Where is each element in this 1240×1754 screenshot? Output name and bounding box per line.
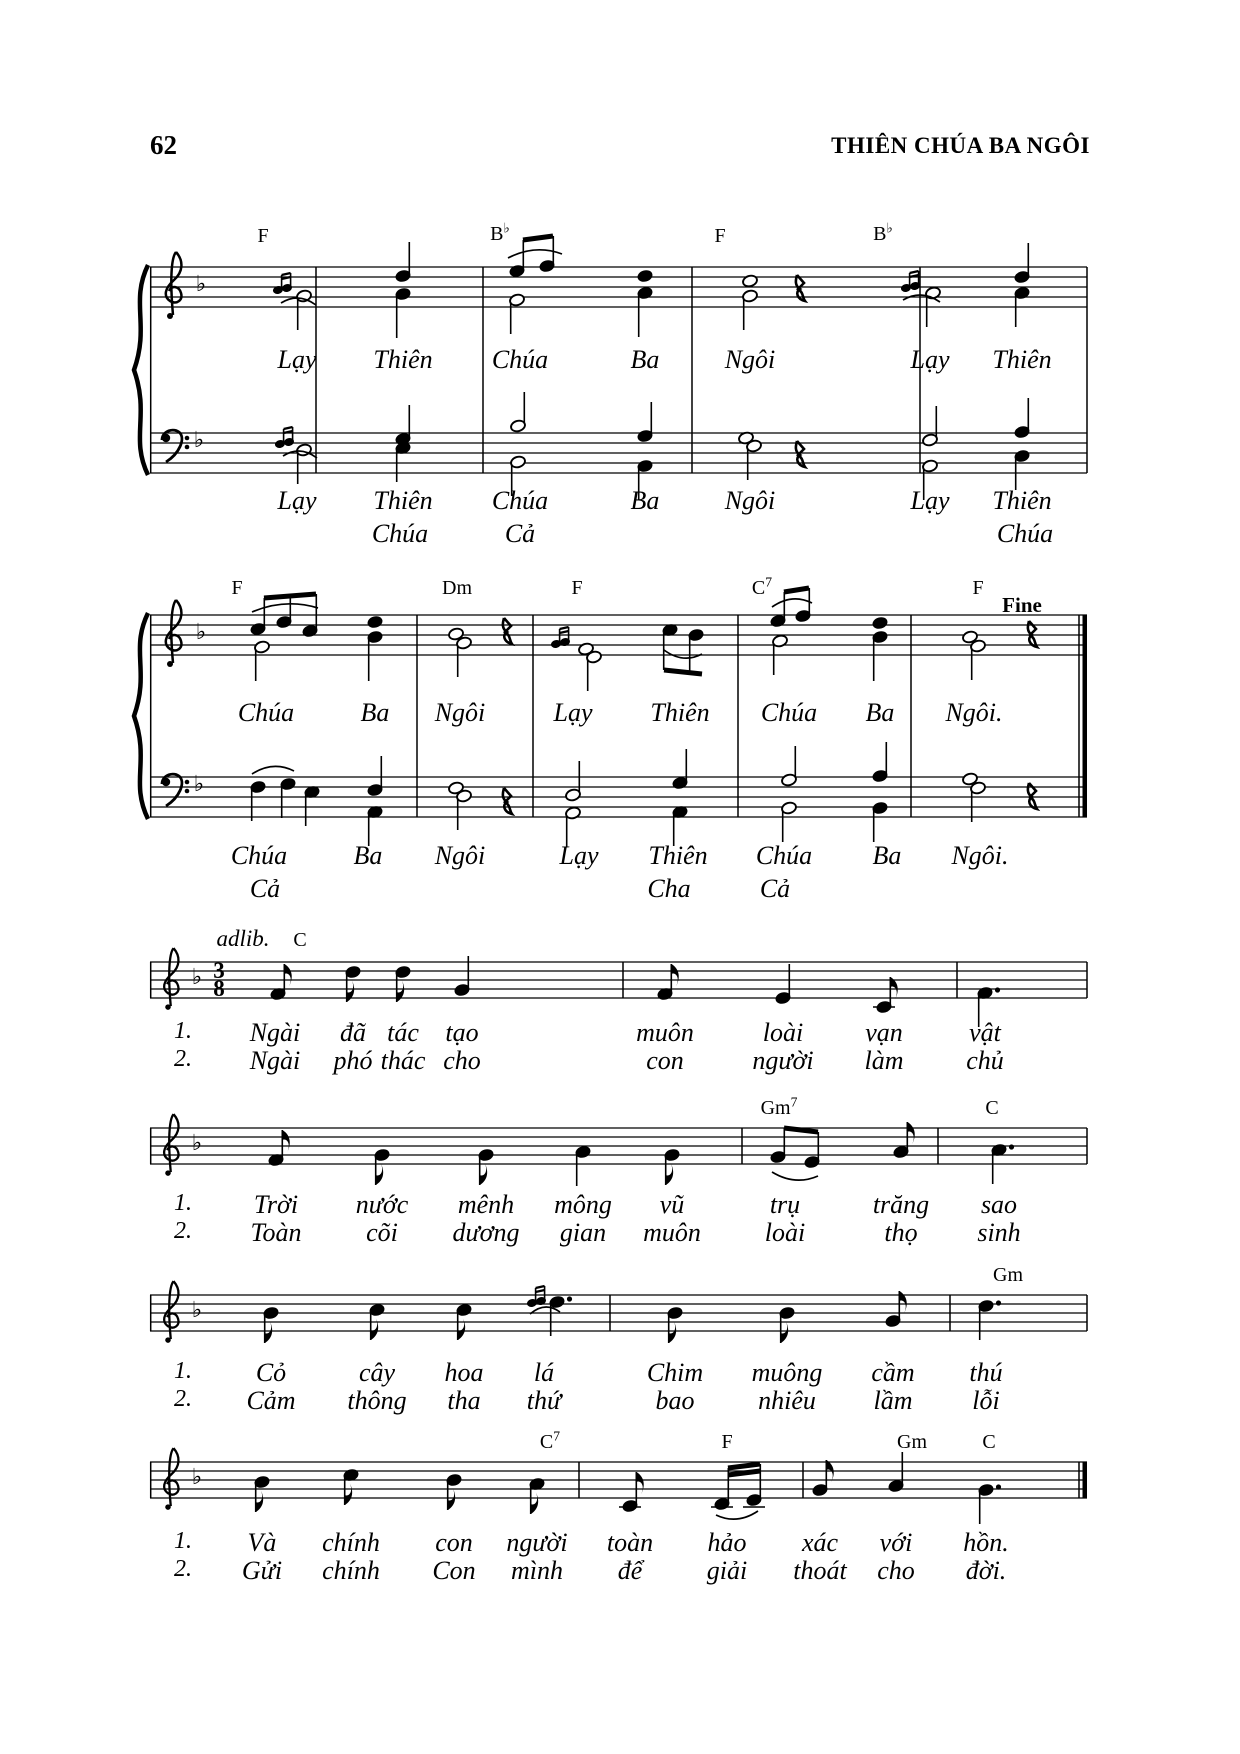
final-barline — [1083, 1462, 1088, 1498]
lyric-word: con — [646, 1046, 684, 1075]
lyric-word: lá — [533, 1358, 555, 1387]
lyric-word: tác — [387, 1018, 419, 1047]
chord-label: F — [972, 577, 984, 599]
lyric-word: thứ — [526, 1386, 562, 1415]
lyric-word: trụ — [769, 1190, 801, 1219]
lyric-word: Lạy — [277, 486, 317, 515]
note — [446, 1473, 462, 1510]
note — [263, 1306, 279, 1343]
lyric-word: vạn — [865, 1018, 903, 1047]
quarter-rest — [503, 788, 512, 814]
note — [978, 1299, 1001, 1340]
lyric-word: Cảm — [246, 1386, 296, 1415]
system-5 — [150, 1281, 1087, 1343]
lyric-word: muôn — [636, 1018, 694, 1047]
system-brace — [134, 613, 148, 819]
note — [509, 293, 525, 334]
staff-lines — [150, 1128, 1087, 1164]
fine-label: Fine — [1002, 593, 1042, 617]
lyric-word: cầm — [871, 1358, 915, 1387]
lyric-word: phó — [333, 1046, 373, 1075]
note — [273, 273, 293, 295]
note — [742, 274, 758, 288]
slur — [716, 1511, 758, 1519]
chord-label: Gm — [897, 1431, 927, 1453]
note — [275, 427, 295, 449]
note — [770, 1128, 820, 1169]
note — [922, 406, 938, 447]
lyric-word: nước — [355, 1190, 409, 1219]
note — [268, 1130, 290, 1167]
system-6 — [150, 1448, 1087, 1524]
note — [586, 650, 602, 691]
lyric-word: Thiên — [373, 486, 433, 515]
lyric-word: Lạy — [553, 698, 593, 727]
lyric-word: Thiên — [650, 698, 710, 727]
treble-clef-icon — [164, 1114, 178, 1176]
lyric-word: Lạy — [910, 486, 950, 515]
lyric-word: loài — [762, 1018, 804, 1047]
lyric-word: Ngôi — [724, 486, 776, 515]
flat-sign: ♭ — [195, 272, 207, 297]
verse-number: 1. — [174, 1528, 192, 1554]
lyric-word: Chúa — [755, 841, 813, 870]
chord-label: B♭ — [490, 220, 510, 245]
lyric-word: Chúa — [237, 698, 295, 727]
treble-clef-icon — [164, 1281, 178, 1343]
lyric-word: chính — [322, 1556, 380, 1585]
slur — [772, 1172, 818, 1180]
lyric-word: muôn — [643, 1218, 701, 1247]
lyric-word: Lạy — [910, 345, 950, 374]
lyric-word: Cỏ — [255, 1358, 287, 1387]
bass-clef-icon — [162, 430, 190, 462]
lyric-word: cõi — [366, 1218, 398, 1247]
verse-number: 2. — [174, 1218, 192, 1244]
lyric-word: Ba — [872, 841, 902, 870]
lyric-word: làm — [864, 1046, 904, 1075]
note — [872, 742, 888, 783]
note — [775, 964, 791, 1005]
flat-sign: ♭ — [195, 620, 207, 645]
note — [510, 392, 526, 433]
lyric-word: thông — [347, 1386, 407, 1415]
note — [529, 1477, 545, 1514]
note — [657, 964, 679, 1001]
chord-label: Dm — [442, 577, 472, 599]
lyric-word: Ngôi — [724, 345, 776, 374]
lyric-word: con — [435, 1528, 473, 1557]
staff-lines — [150, 1295, 1087, 1331]
slur — [772, 599, 812, 607]
treble-clef-icon — [166, 252, 182, 319]
note — [270, 964, 292, 1001]
note — [503, 618, 512, 644]
lyric-word: thoát — [793, 1556, 847, 1585]
note — [304, 785, 320, 826]
note — [872, 616, 888, 630]
note — [876, 977, 898, 1014]
lyric-word: nhiêu — [758, 1386, 816, 1415]
lyric-word: cho — [877, 1556, 915, 1585]
lyric-word: Con — [432, 1556, 476, 1585]
lyric-word: trăng — [872, 1190, 930, 1219]
chord-label: B♭ — [873, 220, 893, 245]
slur — [252, 604, 318, 612]
note — [296, 289, 312, 330]
note — [250, 780, 266, 821]
lyric-word: Ba — [865, 698, 895, 727]
lyric-word: Thiên — [992, 345, 1052, 374]
staff-lines — [150, 962, 1087, 998]
chord-label: $C^7$ — [751, 574, 773, 599]
lyric-word: Chim — [646, 1358, 704, 1387]
note — [781, 746, 797, 787]
note — [970, 639, 986, 680]
lyric-word: xác — [801, 1528, 839, 1557]
chord-label: F — [257, 225, 269, 247]
lyric-word: dương — [452, 1218, 520, 1247]
lyric-word: Ngôi. — [951, 841, 1009, 870]
flat-sign: ♭ — [191, 1298, 203, 1323]
lyric-word: lỗi — [972, 1386, 1000, 1415]
note — [254, 640, 270, 681]
note — [395, 242, 411, 283]
lyric-word: Ngài — [249, 1046, 301, 1075]
slur — [252, 766, 294, 774]
treble-clef-icon — [166, 600, 182, 667]
flat-sign: ♭ — [191, 965, 203, 990]
verse-number: 2. — [174, 1386, 192, 1412]
lyric-word: vũ — [659, 1190, 685, 1219]
system-brace — [134, 265, 148, 475]
chord-label: C — [982, 1431, 996, 1453]
note — [637, 286, 653, 337]
flat-sign: ♭ — [193, 772, 205, 797]
note — [662, 623, 704, 674]
lyric-word: Ngài — [249, 1018, 301, 1047]
note — [872, 801, 888, 842]
note — [812, 1460, 834, 1497]
lyric-word: sao — [980, 1190, 1018, 1219]
note — [779, 1306, 795, 1343]
flat-sign: ♭ — [193, 428, 205, 453]
chord-label: $C^7$ — [539, 1428, 561, 1453]
lyric-word: Cả — [504, 519, 536, 548]
system-3 — [150, 948, 1087, 1027]
lyric-word: Ngôi — [434, 841, 486, 870]
lyric-word: Ngôi — [434, 698, 486, 727]
chord-label: C — [293, 929, 307, 951]
lyric-word: người — [752, 1046, 814, 1075]
lyric-word: cho — [443, 1046, 481, 1075]
verse-number: 1. — [174, 1018, 192, 1044]
lyric-word: hoa — [444, 1358, 484, 1387]
lyric-word: đã — [340, 1018, 366, 1047]
treble-clef-icon — [164, 948, 178, 1010]
final-barline — [1083, 615, 1088, 817]
lyric-word: thác — [380, 1046, 426, 1075]
note — [1014, 398, 1030, 439]
note — [637, 269, 653, 283]
lyric-word: mông — [554, 1190, 612, 1219]
lyric-word: Thiên — [992, 486, 1052, 515]
page-title: THIÊN CHÚA BA NGÔI — [831, 133, 1090, 158]
note — [770, 588, 811, 628]
note — [456, 789, 472, 830]
lyric-word: cây — [358, 1358, 396, 1387]
note — [901, 271, 921, 293]
note — [575, 1145, 591, 1186]
bass-clef-icon — [162, 774, 190, 806]
lyric-word: Lạy — [277, 345, 317, 374]
note — [672, 805, 688, 846]
lyric-word: hồn. — [963, 1528, 1009, 1557]
note — [395, 965, 411, 1002]
staff-lines — [150, 1462, 1087, 1498]
lyric-word: gian — [559, 1218, 607, 1247]
lyric-word: muông — [751, 1358, 823, 1387]
verse-number: 1. — [174, 1190, 192, 1216]
note — [345, 965, 361, 1002]
timesig-label: 3 — [213, 958, 225, 983]
note — [637, 402, 653, 443]
lyric-word: bao — [655, 1386, 695, 1415]
verse-number: 1. — [174, 1358, 192, 1384]
note — [456, 636, 472, 677]
lyric-word: Ngôi. — [945, 698, 1003, 727]
lyric-word: Thiên — [648, 841, 708, 870]
note — [667, 1306, 683, 1343]
note — [781, 801, 797, 842]
lyric-word: người — [506, 1528, 568, 1557]
flat-sign: ♭ — [191, 1131, 203, 1156]
flat-sign: ♭ — [191, 1465, 203, 1490]
chord-label: F — [231, 577, 243, 599]
note — [395, 441, 411, 482]
note — [1014, 449, 1030, 490]
chord-label: F — [571, 577, 583, 599]
lyric-word: thọ — [884, 1218, 918, 1247]
lyric-word: lầm — [873, 1386, 913, 1415]
lyric-word: loài — [764, 1218, 806, 1247]
note — [664, 1148, 680, 1185]
lyric-word: Ba — [360, 698, 390, 727]
lyric-word: Ba — [630, 486, 660, 515]
lyric-word: Cả — [759, 874, 791, 903]
treble-clef-icon — [164, 1448, 178, 1510]
lyric-word: chính — [322, 1528, 380, 1557]
lyric-word: Và — [247, 1528, 277, 1557]
note — [672, 749, 688, 790]
lyric-word: Chúa — [491, 486, 549, 515]
chord-label: Gm$^7$ — [760, 1094, 798, 1119]
lyric-word: hảo — [707, 1528, 747, 1557]
note — [367, 615, 383, 629]
lyric-word: sinh — [977, 1218, 1021, 1247]
lyric-word: Ba — [630, 345, 660, 374]
lyric-word: Chúa — [760, 698, 818, 727]
lyric-word: mình — [511, 1556, 563, 1585]
lyric-word: Chúa — [491, 345, 549, 374]
note — [746, 439, 762, 480]
note — [509, 236, 555, 278]
lyric-word: vật — [969, 1018, 1001, 1047]
verse-number: 2. — [174, 1556, 192, 1582]
note — [254, 1475, 270, 1512]
chord-label: F — [714, 225, 726, 247]
note — [888, 1452, 904, 1493]
lyric-word: Thiên — [373, 345, 433, 374]
note — [978, 1483, 1001, 1524]
note — [742, 289, 758, 330]
lyric-word: Chúa — [996, 519, 1054, 548]
lyric-word: Chúa — [371, 519, 429, 548]
verse-number: 2. — [174, 1046, 192, 1072]
note — [250, 594, 318, 638]
lyric-word: Cả — [249, 874, 281, 903]
lyric-word: mênh — [457, 1190, 515, 1219]
lyric-word: Ba — [353, 841, 383, 870]
quarter-rest — [503, 618, 512, 644]
lyric-word: với — [879, 1528, 913, 1557]
lyric-word: giải — [706, 1556, 748, 1585]
lyric-word: để — [617, 1556, 643, 1585]
note — [503, 788, 512, 814]
chord-label: Gm — [993, 1264, 1023, 1286]
note — [367, 805, 383, 846]
system-4 — [150, 1114, 1087, 1186]
page-number: 62 — [150, 130, 177, 160]
lyric-word: Gửi — [241, 1556, 283, 1585]
adlib-label: adlib. — [216, 926, 270, 951]
lyric-word: Chúa — [230, 841, 288, 870]
lyric-word: Cha — [647, 874, 691, 903]
lyric-word: Trời — [253, 1190, 299, 1219]
note — [395, 287, 411, 338]
slur — [664, 650, 702, 658]
lyric-word: tha — [447, 1386, 481, 1415]
lyric-word: toàn — [606, 1528, 654, 1557]
lyric-word: thú — [969, 1358, 1003, 1387]
timesig-label: 8 — [213, 976, 225, 1001]
note — [478, 1148, 494, 1185]
lyric-word: tạo — [445, 1018, 479, 1047]
note — [395, 405, 411, 446]
lyric-word: chủ — [966, 1046, 1004, 1075]
chord-label: C — [985, 1097, 999, 1119]
note — [343, 1468, 359, 1505]
note — [374, 1148, 390, 1185]
chord-label: F — [721, 1431, 733, 1453]
lyric-word: đời. — [965, 1556, 1007, 1585]
note — [565, 761, 581, 802]
note — [1014, 243, 1030, 284]
lyric-word: Toàn — [250, 1218, 302, 1247]
note — [549, 1295, 572, 1336]
note — [970, 781, 986, 822]
lyric-word: Lạy — [559, 841, 599, 870]
